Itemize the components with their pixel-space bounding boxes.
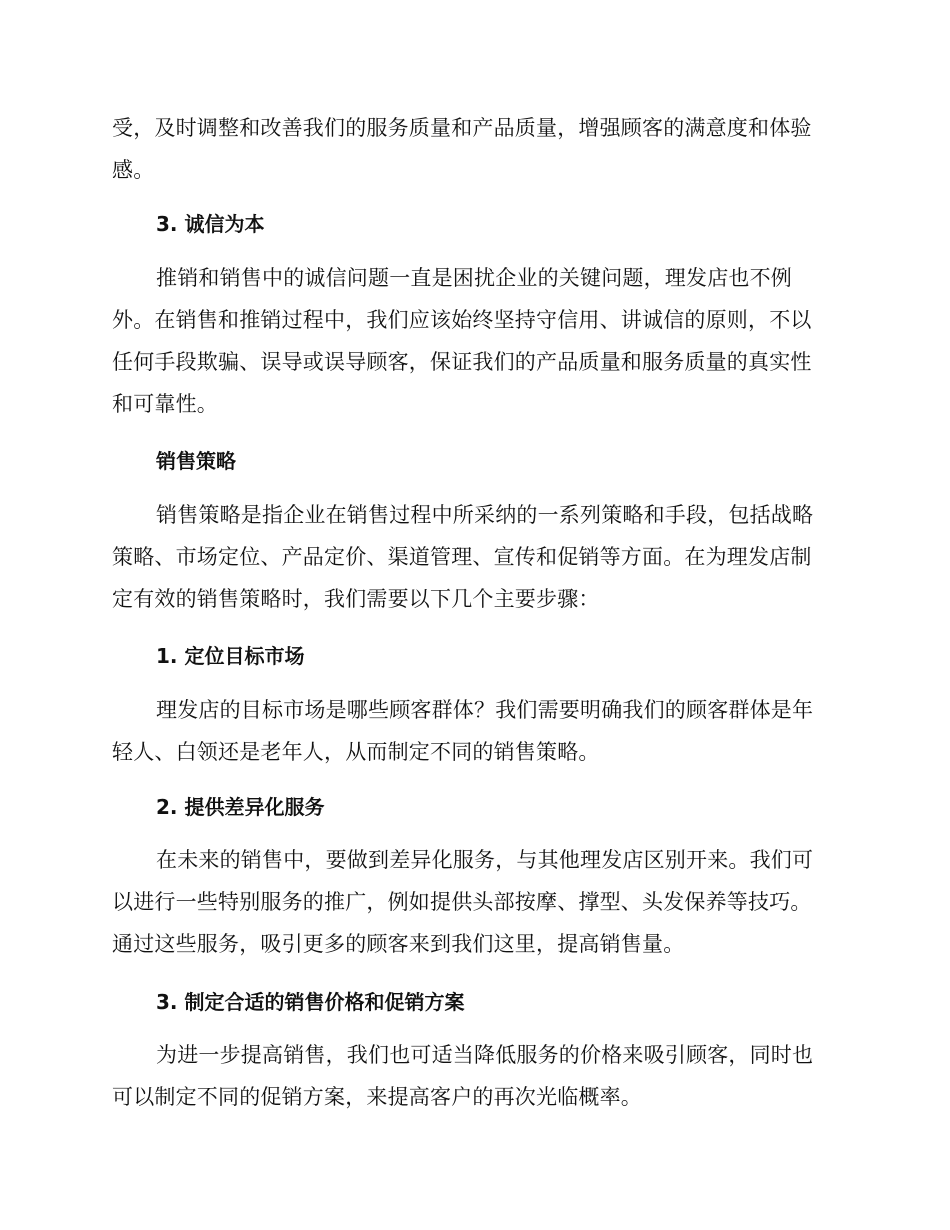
- paragraph-line: 定有效的销售策略时，我们需要以下几个主要步骤：: [112, 587, 600, 611]
- paragraph-line: 推销和销售中的诚信问题一直是困扰企业的关键问题，理发店也不例: [156, 266, 792, 290]
- paragraph-line: 和可靠性。: [112, 392, 218, 416]
- paragraph-line: 为进一步提高销售，我们也可适当降低服务的价格来吸引顾客，同时也: [156, 1043, 814, 1067]
- paragraph-line: 任何手段欺骗、误导或误导顾客，保证我们的产品质量和服务质量的真实性: [112, 350, 812, 374]
- section-heading-sales-strategy: 销售策略: [156, 449, 236, 473]
- paragraph-line: 在未来的销售中，要做到差异化服务，与其他理发店区别开来。我们可: [156, 848, 814, 872]
- paragraph-line: 受，及时调整和改善我们的服务质量和产品质量，增强顾客的满意度和体验: [112, 116, 812, 140]
- paragraph-line: 感。: [112, 158, 155, 182]
- paragraph-line: 以进行一些特别服务的推广，例如提供头部按摩、撑型、头发保养等技巧。: [112, 890, 812, 914]
- paragraph-line: 可以制定不同的促销方案，来提高客户的再次光临概率。: [112, 1085, 642, 1109]
- section-heading-target-market: 1. 定位目标市场: [156, 644, 305, 668]
- section-heading-integrity: 3. 诚信为本: [156, 212, 265, 236]
- paragraph-line: 通过这些服务，吸引更多的顾客来到我们这里，提高销售量。: [112, 932, 685, 956]
- section-heading-pricing: 3. 制定合适的销售价格和促销方案: [156, 990, 465, 1014]
- paragraph-line: 策略、市场定位、产品定价、渠道管理、宣传和促销等方面。在为理发店制: [112, 545, 812, 569]
- paragraph-continuation: [112, 107, 832, 191]
- paragraph-line: 理发店的目标市场是哪些顾客群体？我们需要明确我们的顾客群体是年: [156, 698, 814, 722]
- paragraph-target-market: [112, 689, 832, 773]
- paragraph-line: 轻人、白领还是老年人，从而制定不同的销售策略。: [112, 740, 600, 764]
- paragraph-pricing: [112, 1034, 832, 1118]
- paragraph-integrity: [112, 257, 832, 425]
- paragraph-differentiation: [112, 839, 832, 965]
- paragraph-line: 销售策略是指企业在销售过程中所采纳的一系列策略和手段，包括战略: [156, 503, 814, 527]
- paragraph-line: 外。在销售和推销过程中，我们应该始终坚持守信用、讲诚信的原则，不以: [112, 308, 812, 332]
- paragraph-sales-strategy: [112, 494, 832, 620]
- section-heading-differentiation: 2. 提供差异化服务: [156, 795, 325, 819]
